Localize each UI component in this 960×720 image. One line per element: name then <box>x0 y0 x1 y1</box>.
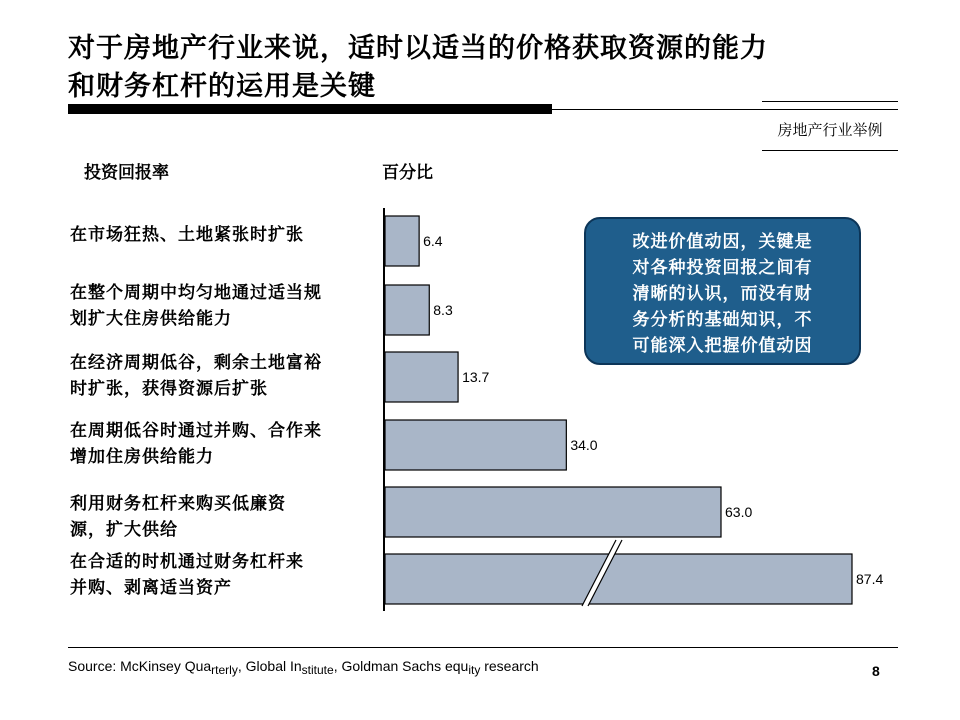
slide-title-line-1: 对于房地产行业来说，适时以适当的价格获取资源的能力 <box>68 33 768 64</box>
category-tag: 房地产行业举例 <box>777 121 883 139</box>
column-header-percent: 百分比 <box>382 163 433 183</box>
category-label-line: 在经济周期低谷，剩余土地富裕 <box>70 353 322 373</box>
source-fragment: rterly <box>211 663 238 677</box>
category-label-line: 增加住房供给能力 <box>70 447 214 467</box>
source-fragment: , Global In <box>237 658 302 674</box>
callout-box <box>584 217 861 365</box>
bar-6 <box>385 554 852 604</box>
category-label-line: 在整个周期中均匀地通过适当规 <box>70 283 322 303</box>
category-label-line: 在周期低谷时通过并购、合作来 <box>70 421 322 441</box>
bar-value-label-4: 34.0 <box>570 437 598 453</box>
source-note <box>68 658 539 677</box>
category-label-line: 并购、剥离适当资产 <box>70 578 232 598</box>
category-label-line: 源，扩大供给 <box>70 520 178 540</box>
bar-2 <box>385 285 429 335</box>
source-fragment: ity <box>468 663 481 677</box>
bar-value-label-6: 87.4 <box>856 571 884 587</box>
footer-rule <box>68 647 898 648</box>
category-label-line: 划扩大住房供给能力 <box>70 309 232 329</box>
bar-4 <box>385 420 566 470</box>
callout-line-2: 对各种投资回报之间有 <box>632 258 813 278</box>
source-fragment: Source: McKinsey Qua <box>68 658 212 674</box>
callout-line-4: 务分析的基础知识，不 <box>632 310 813 330</box>
page-number: 8 <box>872 663 880 679</box>
category-label-line: 在合适的时机通过财务杠杆来 <box>70 552 304 572</box>
source-fragment: research <box>480 658 539 674</box>
callout-line-1: 改进价值动因，关键是 <box>632 232 813 252</box>
callout-line-3: 清晰的认识，而没有财 <box>632 284 813 304</box>
bar-5 <box>385 487 721 537</box>
source-fragment: stitute <box>301 663 334 677</box>
bar-value-label-1: 6.4 <box>423 233 443 249</box>
column-header-return: 投资回报率 <box>84 163 169 183</box>
bar-value-label-3: 13.7 <box>462 369 490 385</box>
category-label-line: 时扩张，获得资源后扩张 <box>70 379 268 399</box>
category-label-line: 在市场狂热、土地紧张时扩张 <box>70 225 304 245</box>
source-fragment: , Goldman Sachs equ <box>333 658 469 674</box>
bar-3 <box>385 352 458 402</box>
bar-value-label-5: 63.0 <box>725 504 753 520</box>
callout-line-5: 可能深入把握价值动因 <box>632 336 813 356</box>
bar-value-label-2: 8.3 <box>433 302 453 318</box>
category-label-line: 利用财务杠杆来购买低廉资 <box>70 494 286 514</box>
bar-1 <box>385 216 419 266</box>
slide-title-line-2: 和财务杠杆的运用是关键 <box>68 71 376 102</box>
